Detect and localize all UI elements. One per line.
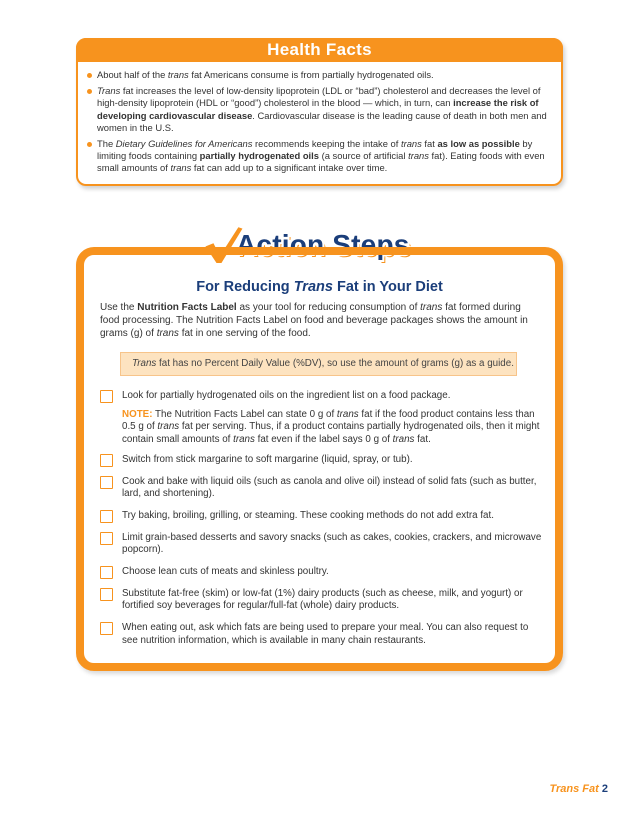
health-fact-item xyxy=(86,85,551,134)
text-run: About half of the xyxy=(97,69,168,80)
text-run: fat in one serving of the food. xyxy=(178,328,311,339)
text-run: trans xyxy=(170,162,192,174)
health-facts-box xyxy=(76,38,563,186)
checkbox-icon[interactable] xyxy=(100,622,113,635)
step-text xyxy=(122,390,543,403)
text-run: fat per serving. Thus, if a product contains partially hydrogenated oils, then it might contain small amounts of xyxy=(122,421,540,446)
text-run: fat formed during food processing. The Nutrition Facts Label on food and beverage packages shows the amount in grams (g) of xyxy=(100,302,528,339)
text-run: partially hydrogenated oils xyxy=(199,150,319,162)
step-text xyxy=(122,566,543,579)
subtitle-part: For Reducing xyxy=(196,279,294,295)
action-steps-box xyxy=(76,247,563,671)
text-run: trans xyxy=(157,421,180,433)
text-run: Look for partially hydrogenated oils on the ingredient list on a food package. xyxy=(122,390,451,401)
text-run: Cook and bake with liquid oils (such as canola and olive oil) instead of solid fats (such as butter, lard, and shortening). xyxy=(122,475,537,500)
step-item xyxy=(96,390,543,447)
checkbox-icon[interactable] xyxy=(100,454,113,467)
text-run: The Nutrition Facts Label can state 0 g of xyxy=(152,408,337,420)
text-run: trans xyxy=(167,69,189,80)
action-steps-list xyxy=(96,390,543,648)
step-text xyxy=(122,532,543,557)
text-run: trans xyxy=(233,434,255,446)
text-run: . Cardiovascular disease is the leading cause of death in both men and women in the U.S. xyxy=(97,109,547,133)
step-item xyxy=(96,510,543,523)
text-run: recommends keeping the intake of xyxy=(252,138,401,150)
text-run: fat increases the level of low-density lipoprotein (LDL or “bad”) cholesterol and decreases the level of high-density lipoprotein (HDL or “good”) cholesterol in the blood — which, in turn, can xyxy=(97,85,541,109)
text-run: The xyxy=(97,138,116,150)
step-item xyxy=(96,476,543,501)
checkbox-icon[interactable] xyxy=(100,588,113,601)
note-label: NOTE: xyxy=(122,408,153,420)
text-run: by limiting foods containing xyxy=(97,138,533,162)
action-steps-title: Action Steps xyxy=(236,229,410,260)
text-run: as your tool for reducing consumption of xyxy=(236,302,421,313)
action-steps-intro xyxy=(100,301,539,340)
health-facts-list xyxy=(86,69,551,179)
text-run: Nutrition Facts Label xyxy=(137,302,237,313)
step-text xyxy=(122,622,543,647)
text-run: fat. xyxy=(414,434,431,446)
text-run: fat if the food product contains less than 0.5 g of xyxy=(122,408,535,433)
text-run: fat Americans consume is from partially hydrogenated oils. xyxy=(188,69,434,80)
checkbox-icon[interactable] xyxy=(100,510,113,523)
health-fact-item xyxy=(86,138,551,175)
step-item xyxy=(96,566,543,579)
text-run: trans xyxy=(336,408,359,420)
page-footer xyxy=(550,783,609,795)
dv-note-box xyxy=(120,352,517,376)
health-fact-item xyxy=(86,69,551,81)
text-run: Use the xyxy=(100,302,138,313)
step-item xyxy=(96,454,543,467)
step-text xyxy=(122,510,543,523)
text-run: When eating out, ask which fats are being used to prepare your meal. You can also request to see nutrition information, which is available in many chain restaurants. xyxy=(122,622,529,646)
text-run: trans xyxy=(156,328,179,339)
text-run: Trans xyxy=(97,85,121,97)
checkbox-icon[interactable] xyxy=(100,476,113,489)
text-run: Try baking, broiling, grilling, or steaming. These cooking methods do not add extra fat. xyxy=(122,509,494,521)
step-item xyxy=(96,622,543,647)
page-number: 2 xyxy=(601,783,608,795)
text-run: fat). Eating foods with even small amounts of xyxy=(97,150,545,174)
text-run: trans xyxy=(408,150,429,162)
step-item xyxy=(96,588,543,613)
note-text xyxy=(122,409,540,445)
text-run: Trans xyxy=(132,358,157,369)
checkbox-icon[interactable] xyxy=(100,566,113,579)
subtitle-italic: Trans xyxy=(293,279,333,295)
subtitle-part: Fat in Your Diet xyxy=(332,279,443,295)
text-run: Limit grain-based desserts and savory snacks (such as cakes, cookies, crackers, and microwave popcorn). xyxy=(122,531,542,556)
footer-title: Trans Fat xyxy=(549,783,599,795)
text-run: trans xyxy=(392,434,415,446)
text-run: fat can add up to a significant intake over time. xyxy=(191,162,388,174)
step-note xyxy=(122,409,543,447)
text-run: fat even if the label says 0 g of xyxy=(254,434,393,446)
text-run: trans xyxy=(420,302,443,313)
action-steps-subtitle xyxy=(84,279,555,295)
health-facts-title: Health Facts xyxy=(76,38,563,62)
text-run: fat xyxy=(421,138,438,150)
checkbox-icon[interactable] xyxy=(100,390,113,403)
step-item xyxy=(96,532,543,557)
text-run: as low as possible xyxy=(437,138,520,150)
text-run: Choose lean cuts of meats and skinless poultry. xyxy=(122,566,329,578)
text-run: increase the risk of developing cardiovascular disease xyxy=(97,97,539,121)
step-text xyxy=(122,454,543,467)
text-run: Dietary Guidelines for Americans xyxy=(115,138,253,150)
text-run: Switch from stick margarine to soft margarine (liquid, spray, or tub). xyxy=(122,453,413,465)
step-text xyxy=(122,588,543,613)
text-run: fat has no Percent Daily Value (%DV), so use the amount of grams (g) as a guide. xyxy=(156,358,514,369)
step-text xyxy=(122,476,543,501)
text-run: trans xyxy=(400,138,422,150)
checkbox-icon[interactable] xyxy=(100,532,113,545)
text-run: Substitute fat-free (skim) or low-fat (1%) dairy products (such as cheese, milk, and yogurt) or fortified soy beverages for regular/full-fat (whole) dairy products. xyxy=(122,587,523,612)
text-run: (a source of artificial xyxy=(318,150,409,162)
